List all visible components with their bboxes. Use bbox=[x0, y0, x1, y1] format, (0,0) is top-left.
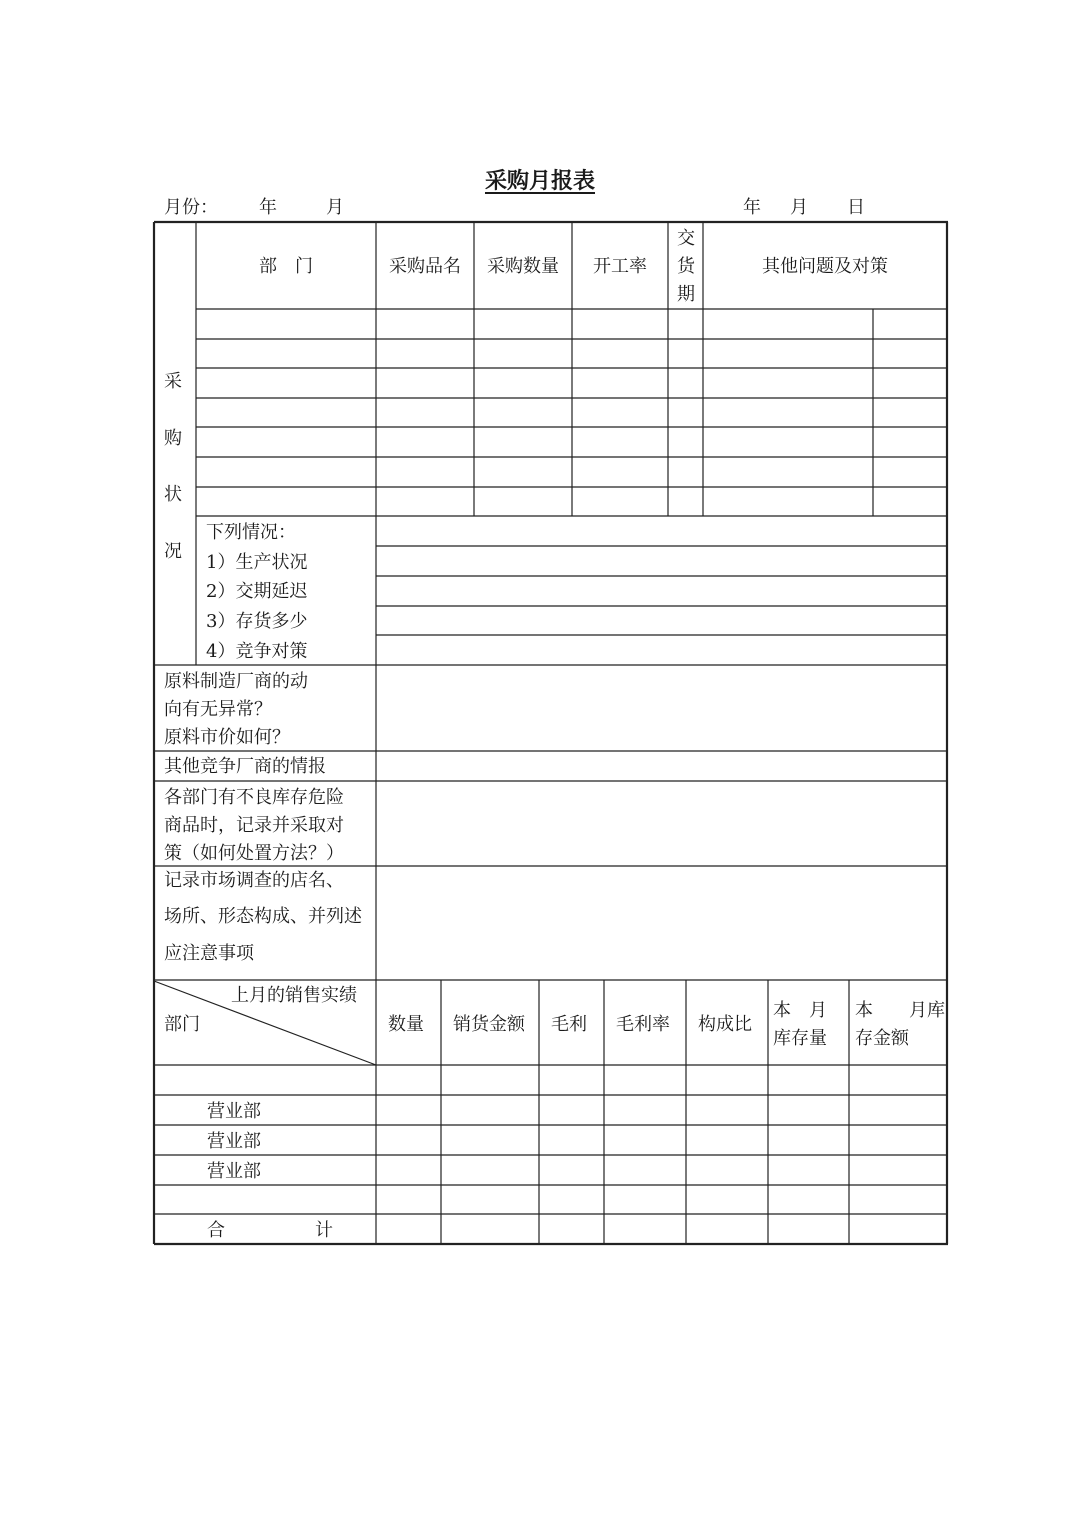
bad-stock-line: 策（如何处置方法？） bbox=[164, 843, 344, 864]
sales-col-stock-qty: 库存量 bbox=[773, 1028, 827, 1049]
col-department: 部 门 bbox=[259, 256, 313, 277]
month-month: 月 bbox=[326, 197, 344, 218]
sales-col-stock-amount: 本 月库 bbox=[855, 1000, 945, 1021]
sales-col-gross-margin: 毛利率 bbox=[616, 1014, 670, 1035]
supplier-line: 原料制造厂商的动 bbox=[164, 671, 308, 692]
conditions-heading: 下列情况： bbox=[206, 522, 296, 543]
page-title: 采购月报表 bbox=[484, 169, 596, 194]
supplier-line: 向有无异常？ bbox=[164, 699, 272, 720]
side-label-char: 购 bbox=[164, 428, 182, 449]
month-year: 年 bbox=[259, 197, 277, 218]
col-quantity: 采购数量 bbox=[487, 256, 559, 277]
col-delivery-char: 期 bbox=[677, 284, 695, 305]
market-survey-line: 场所、形态构成、并列述 bbox=[164, 906, 362, 927]
col-operating-rate: 开工率 bbox=[593, 256, 647, 277]
supplier-line: 原料市价如何？ bbox=[164, 727, 290, 748]
bad-stock-line: 商品时，记录并采取对 bbox=[164, 815, 344, 836]
diagonal-top-label: 上月的销售实绩 bbox=[231, 985, 357, 1006]
condition-item: 3）存货多少 bbox=[206, 611, 308, 632]
col-delivery-char: 交 bbox=[677, 228, 695, 249]
diagonal-bottom-label: 部门 bbox=[164, 1014, 200, 1035]
sales-col-amount: 销货金额 bbox=[453, 1014, 525, 1035]
condition-item: 2）交期延迟 bbox=[206, 581, 308, 602]
condition-item: 1）生产状况 bbox=[206, 552, 308, 573]
month-label: 月份： bbox=[164, 197, 218, 218]
side-label-char: 采 bbox=[164, 371, 182, 392]
side-label-char: 况 bbox=[164, 541, 182, 562]
sales-total-label: 合 计 bbox=[207, 1220, 333, 1241]
sales-row-dept: 营业部 bbox=[207, 1101, 261, 1122]
sales-col-stock-qty: 本 月 bbox=[773, 1000, 827, 1021]
bad-stock-line: 各部门有不良库存危险 bbox=[164, 787, 344, 808]
date-month: 月 bbox=[790, 197, 808, 218]
col-delivery-char: 货 bbox=[677, 256, 695, 277]
market-survey-line: 应注意事项 bbox=[164, 943, 254, 964]
sales-row-dept: 营业部 bbox=[207, 1161, 261, 1182]
col-other-issues: 其他问题及对策 bbox=[762, 256, 888, 277]
sales-col-composition: 构成比 bbox=[698, 1014, 752, 1035]
col-item-name: 采购品名 bbox=[389, 256, 461, 277]
sales-col-quantity: 数量 bbox=[388, 1014, 424, 1035]
condition-item: 4）竞争对策 bbox=[206, 641, 308, 662]
competitor-info: 其他竞争厂商的情报 bbox=[164, 756, 326, 777]
sales-col-stock-amount: 存金额 bbox=[855, 1028, 909, 1049]
market-survey-line: 记录市场调查的店名、 bbox=[164, 870, 344, 891]
date-year: 年 bbox=[743, 197, 761, 218]
sales-col-gross-profit: 毛利 bbox=[551, 1014, 587, 1035]
sales-row-dept: 营业部 bbox=[207, 1131, 261, 1152]
date-day: 日 bbox=[847, 197, 865, 218]
side-label-char: 状 bbox=[164, 484, 182, 505]
